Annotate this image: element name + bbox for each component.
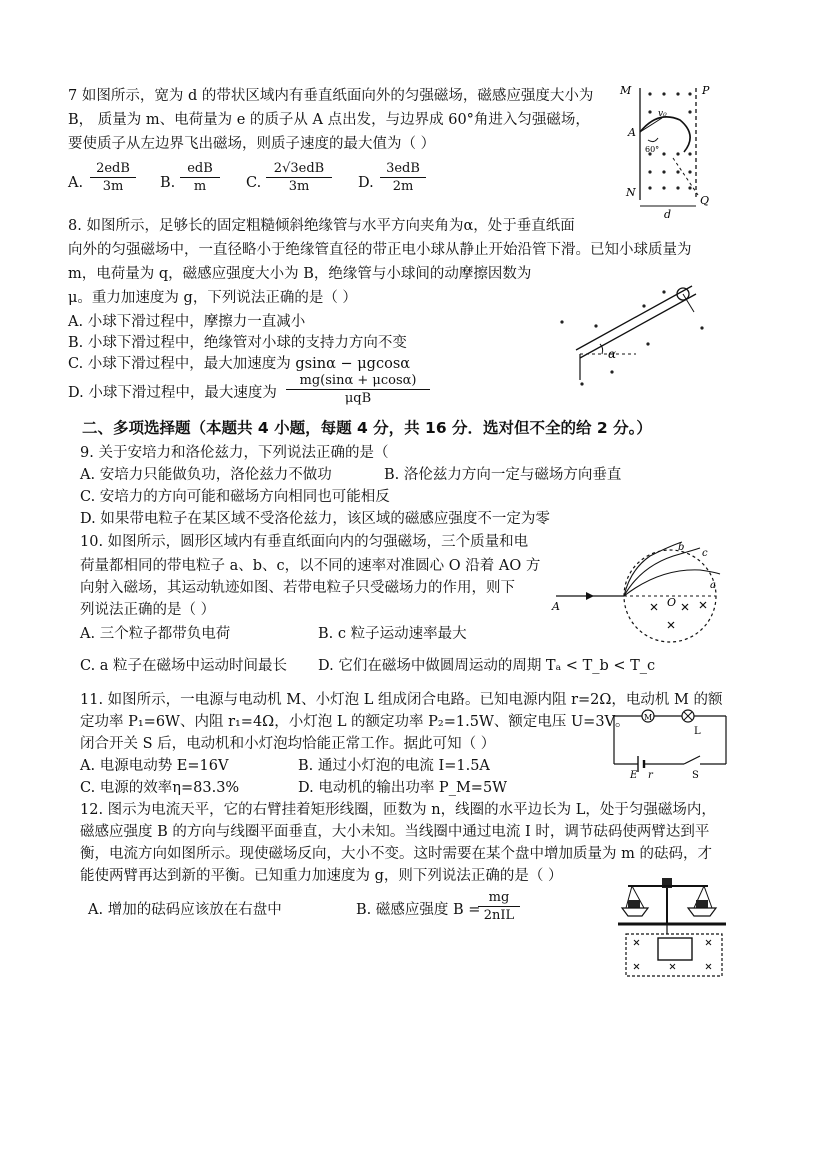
q10-fig-label-a-point: A bbox=[552, 600, 560, 613]
q7-fig-label-m: M bbox=[620, 84, 632, 97]
q7-option-a-label: A. bbox=[68, 175, 84, 191]
q7-option-b-num: edB bbox=[180, 160, 220, 178]
q10-stem-line-2: 荷量都相同的带电粒子 a、b、c，以不同的速率对准圆心 O 沿着 AO 方 bbox=[80, 558, 541, 574]
q7-fig-label-q: Q bbox=[700, 194, 710, 207]
q12-option-b-prefix: B. 磁感应强度 B = bbox=[356, 902, 481, 918]
q7-option-c-label: C. bbox=[246, 175, 262, 191]
q7-option-c-den: 3m bbox=[288, 179, 310, 194]
q7-stem-line-2: B， 质量为 m、电荷量为 e 的质子从 A 点出发，与边界成 60°角进入匀强磁场， bbox=[68, 112, 590, 128]
q10-option-a: A. 三个粒子都带负电荷 bbox=[80, 626, 231, 642]
q11-fig-label-m: M bbox=[644, 713, 653, 722]
q8-option-d-fraction bbox=[286, 372, 430, 407]
q12-stem-line-4: 能使两臂再达到新的平衡。已知重力加速度为 g，则下列说法正确的是（ ） bbox=[80, 868, 563, 884]
q12-option-b-num: mg bbox=[478, 889, 520, 907]
q10-option-d: D. 它们在磁场中做圆周运动的周期 Tₐ < T_b < T_c bbox=[318, 658, 656, 674]
q9-option-d: D. 如果带电粒子在某区域不受洛伦兹力，该区域的磁感应强度不一定为零 bbox=[80, 511, 550, 527]
q9-stem: 9. 关于安培力和洛伦兹力，下列说法正确的是（ bbox=[80, 445, 389, 461]
q11-fig-label-s: S bbox=[692, 770, 699, 778]
q10-fig-label-b: b bbox=[678, 542, 685, 553]
q7-option-b-fraction bbox=[180, 160, 220, 195]
q8-stem-line-4: μ。重力加速度为 g，下列说法正确的是（ ） bbox=[68, 290, 357, 306]
q7-option-d-fraction bbox=[380, 160, 426, 195]
q8-option-c: C. 小球下滑过程中，最大加速度为 gsinα − μgcosα bbox=[68, 356, 411, 372]
q12-current-balance-figure bbox=[614, 876, 730, 980]
q8-option-d-num: mg(sinα + μcosα) bbox=[286, 372, 430, 390]
q8-option-b: B. 小球下滑过程中，绝缘管对小球的支持力方向不变 bbox=[68, 335, 407, 351]
q9-option-a: A. 安培力只能做负功，洛伦兹力不做功 bbox=[80, 467, 332, 483]
q9-option-b: B. 洛伦兹力方向一定与磁场方向垂直 bbox=[384, 467, 622, 483]
q7-magnetic-strip-figure bbox=[618, 80, 718, 222]
section-2-title: 二、多项选择题（本题共 4 小题，每题 4 分，共 16 分．选对但不全的给 2 分。） bbox=[82, 419, 652, 437]
q12-option-b-fraction bbox=[478, 889, 520, 924]
q12-stem-line-1: 12. 图示为电流天平，它的右臂挂着矩形线圈，匝数为 n，线圈的水平边长为 L，处于匀强磁场内， bbox=[80, 802, 716, 818]
q9-option-c: C. 安培力的方向可能和磁场方向相同也可能相反 bbox=[80, 489, 390, 505]
q10-option-b: B. c 粒子运动速率最大 bbox=[318, 626, 467, 642]
q11-fig-label-e: E bbox=[630, 770, 638, 778]
q10-fig-label-o: O bbox=[667, 596, 677, 609]
q8-stem-line-1: 8. 如图所示，足够长的固定粗糙倾斜绝缘管与水平方向夹角为α，处于垂直纸面 bbox=[68, 218, 575, 234]
q7-fig-label-p: P bbox=[702, 84, 710, 97]
q11-fig-label-l: L bbox=[694, 726, 701, 737]
q7-fig-label-n: N bbox=[626, 186, 636, 199]
q10-fig-label-a-track: a bbox=[710, 580, 716, 591]
q7-fig-label-a: A bbox=[628, 126, 636, 139]
q12-option-a: A. 增加的砝码应该放在右盘中 bbox=[88, 902, 282, 918]
q10-fig-label-c: c bbox=[702, 548, 708, 559]
q11-circuit-figure bbox=[608, 706, 732, 778]
q8-option-a: A. 小球下滑过程中，摩擦力一直减小 bbox=[68, 314, 306, 330]
q7-option-b-den: m bbox=[193, 179, 207, 194]
switch-icon bbox=[684, 756, 700, 764]
q10-stem-line-4: 列说法正确的是（ ） bbox=[80, 602, 216, 618]
q8-stem-line-2: 向外的匀强磁场中，一直径略小于绝缘管直径的带正电小球从静止开始沿管下滑。已知小球质量为 bbox=[68, 242, 692, 258]
q10-stem-line-1: 10. 如图所示，圆形区域内有垂直纸面向内的匀强磁场，三个质量和电 bbox=[80, 534, 529, 550]
q7-option-d-num: 3edB bbox=[380, 160, 426, 178]
q10-option-c: C. a 粒子在磁场中运动时间最长 bbox=[80, 658, 288, 674]
q12-stem-line-2: 磁感应强度 B 的方向与线圈平面垂直，大小未知。当线圈中通过电流 I 时，调节砝码使两臂达到平 bbox=[80, 824, 710, 840]
q7-option-c-fraction bbox=[266, 160, 332, 195]
q11-option-c: C. 电源的效率η=83.3% bbox=[80, 780, 240, 796]
q7-fig-label-d: d bbox=[664, 208, 672, 221]
q7-option-c-num: 2√3edB bbox=[266, 160, 332, 178]
q10-stem-line-3: 向射入磁场，其运动轨迹如图、若带电粒子只受磁场力的作用，则下 bbox=[80, 580, 515, 596]
q11-stem-line-2: 定功率 P₁=6W、内阻 r₁=4Ω，小灯泡 L 的额定功率 P₂=1.5W、额定电压 U=3V。 bbox=[80, 714, 630, 730]
q8-option-d-den: μqB bbox=[344, 391, 372, 406]
q7-option-d-den: 2m bbox=[392, 179, 414, 194]
q7-option-a-num: 2edB bbox=[90, 160, 136, 178]
q7-stem-line-1: 7 如图所示，宽为 d 的带状区域内有垂直纸面向外的匀强磁场，磁感应强度大小为 bbox=[68, 88, 594, 104]
q7-option-d-label: D. bbox=[358, 175, 374, 191]
q10-circular-field-figure bbox=[550, 540, 736, 648]
q12-stem-line-3: 衡，电流方向如图所示。现使磁场反向，大小不变。这时需要在某个盘中增加质量为 m 的砝码，才 bbox=[80, 846, 712, 862]
q7-option-b-label: B. bbox=[160, 175, 176, 191]
q8-inclined-tube-figure bbox=[552, 272, 718, 392]
q11-option-b: B. 通过小灯泡的电流 I=1.5A bbox=[298, 758, 490, 774]
q7-fig-label-v0: v₀ bbox=[658, 109, 667, 119]
q12-option-b-den: 2nIL bbox=[483, 908, 515, 923]
q11-stem-line-3: 闭合开关 S 后，电动机和小灯泡均恰能正常工作。据此可知（ ） bbox=[80, 736, 496, 752]
q8-option-d-prefix: D. 小球下滑过程中，最大速度为 bbox=[68, 385, 277, 401]
q11-option-a: A. 电源电动势 E=16V bbox=[80, 758, 229, 774]
q11-option-d: D. 电动机的输出功率 P_M=5W bbox=[298, 780, 508, 796]
q8-stem-line-3: m，电荷量为 q，磁感应强度大小为 B，绝缘管与小球间的动摩擦因数为 bbox=[68, 266, 532, 282]
q11-stem-line-1: 11. 如图所示，一电源与电动机 M、小灯泡 L 组成闭合电路。已知电源内阻 r=2Ω，电动机 M 的额 bbox=[80, 692, 723, 708]
q11-fig-label-r: r bbox=[648, 770, 653, 778]
q7-option-a-fraction bbox=[90, 160, 136, 195]
q8-fig-label-alpha: α bbox=[608, 347, 617, 361]
q7-option-a-den: 3m bbox=[102, 179, 124, 194]
q7-stem-line-3: 要使质子从左边界飞出磁场，则质子速度的最大值为（ ） bbox=[68, 136, 436, 152]
q7-fig-label-angle: 60° bbox=[645, 145, 660, 154]
